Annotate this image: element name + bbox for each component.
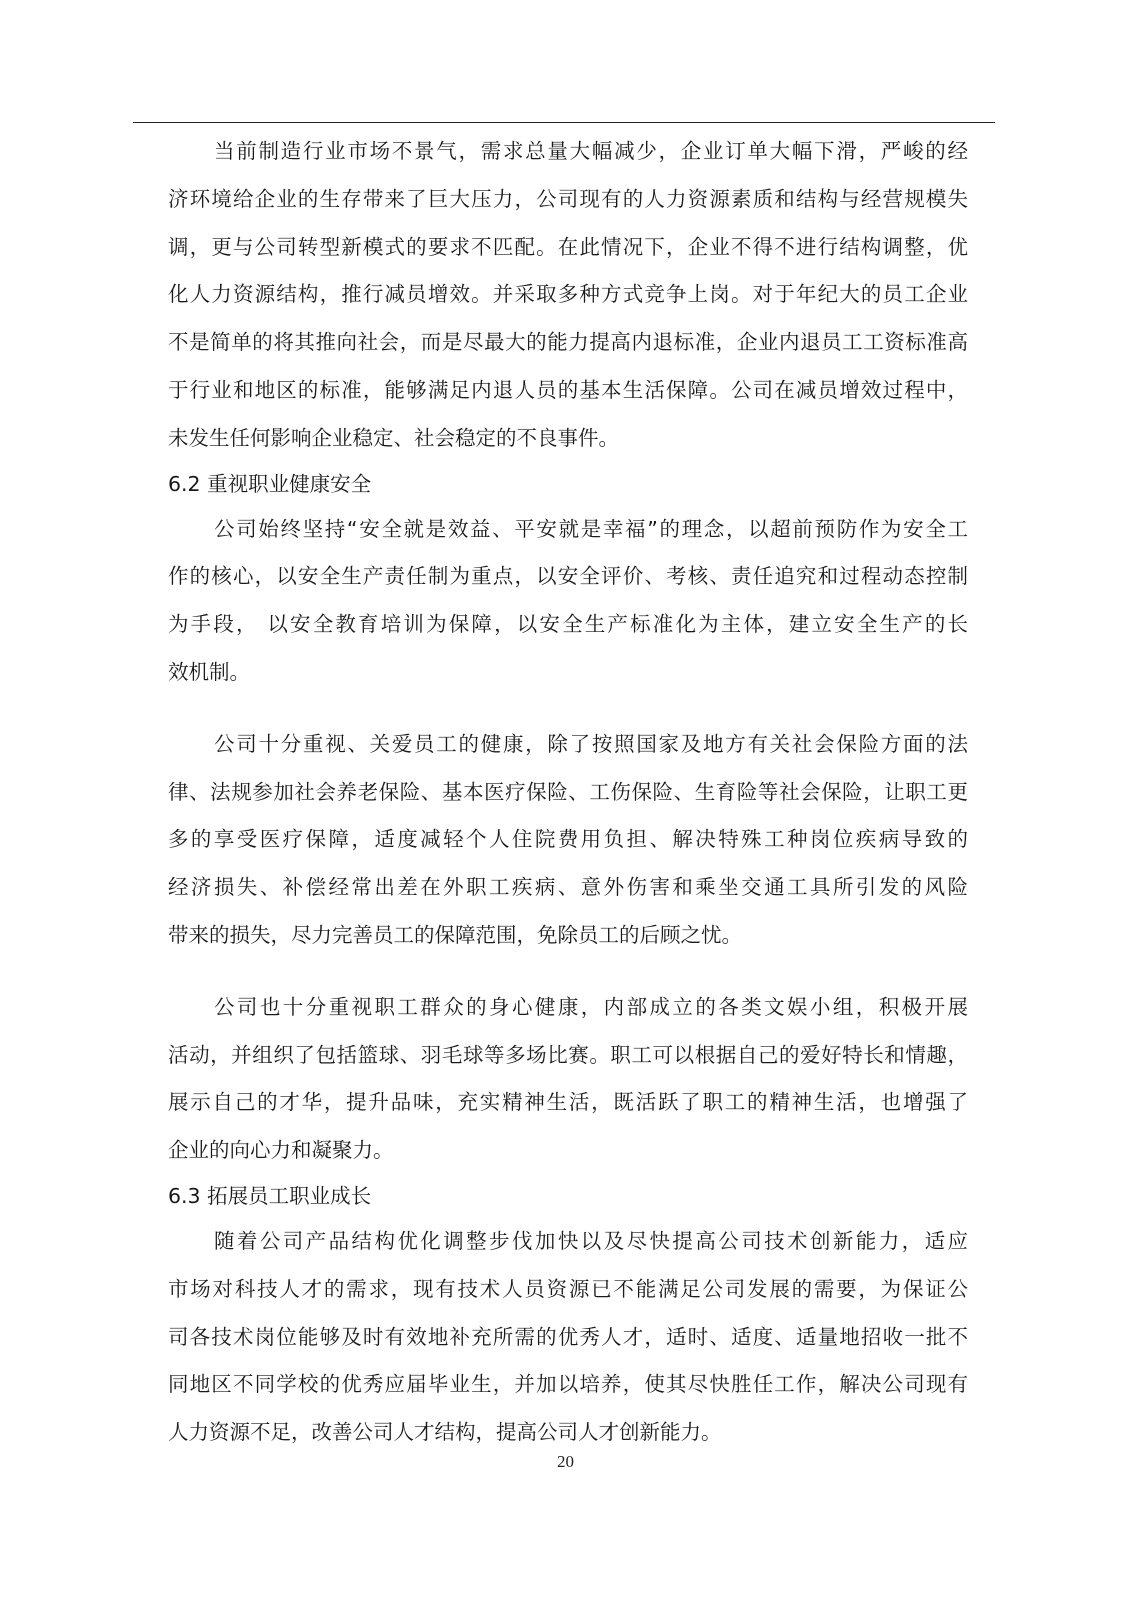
paragraph-workforce-restructuring [168,128,968,463]
text-line: 展示自己的才华，提升品味，充实精神生活，既活跃了职工的精神生活，也增强了 [168,1090,968,1115]
section-heading-6-2: 6.2 重视职业健康安全 [168,471,372,496]
text-line: 随着公司产品结构优化调整步伐加快以及尽快提高公司技术创新能力，适应 [214,1228,968,1253]
text-line: 同地区不同学校的优秀应届毕业生，并加以培养，使其尽快胜任工作，解决公司现有 [168,1372,968,1397]
text-line: 市场对科技人才的需求，现有技术人员资源已不能满足公司发展的需要，为保证公 [168,1276,968,1301]
text-line: 律、法规参加社会养老保险、基本医疗保险、工伤保险、生育险等社会保险，让职工更 [168,779,968,804]
section-heading-6-3: 6.3 拓展员工职业成长 [168,1183,372,1208]
text-line: 调，更与公司转型新模式的要求不匹配。在此情况下，企业不得不进行结构调整，优 [168,234,968,259]
text-line: 公司始终坚持“安全就是效益、平安就是幸福”的理念，以超前预防作为安全工 [214,516,968,541]
paragraph-safety-philosophy [168,506,968,697]
text-line: 济环境给企业的生存带来了巨大压力，公司现有的人力资源素质和结构与经营规模失 [168,186,968,211]
text-line: 当前制造行业市场不景气，需求总量大幅减少，企业订单大幅下滑，严峻的经 [214,139,968,163]
text-line: 经济损失、补偿经常出差在外职工疾病、意外伤害和乘坐交通工具所引发的风险 [168,875,968,900]
paragraph-recreation-activities [168,984,968,1175]
text-line: 不是简单的将其推向社会，而是尽最大的能力提高内退标准，企业内退员工工资标准高 [168,330,968,355]
text-line: 人力资源不足，改善公司人才结构，提高公司人才创新能力。 [168,1420,722,1445]
paragraph-gap [168,960,968,984]
text-line: 为手段， 以安全教育培训为保障，以安全生产标准化为主体，建立安全生产的长 [168,612,968,637]
text-line: 带来的损失，尽力完善员工的保障范围，免除员工的后顾之忧。 [168,922,742,947]
text-line: 作的核心，以安全生产责任制为重点，以安全评价、考核、责任追究和过程动态控制 [168,564,968,589]
text-line: 多的享受医疗保障，适度减轻个人住院费用负担、解决特殊工种岗位疾病导致的 [168,827,968,852]
paragraph-gap [168,697,968,721]
header-rule [133,122,995,123]
text-line: 于行业和地区的标准，能够满足内退人员的基本生活保障。公司在减员增效过程中， [168,377,968,402]
text-line: 公司也十分重视职工群众的身心健康，内部成立的各类文娱小组，积极开展 [214,994,968,1019]
text-line: 效机制。 [168,659,250,684]
body-content [168,128,968,1457]
paragraph-career-growth [168,1218,968,1457]
text-line: 化人力资源结构，推行减员增效。并采取多种方式竞争上岗。对于年纪大的员工企业 [168,282,968,307]
text-line: 企业的向心力和凝聚力。 [168,1138,394,1163]
paragraph-employee-health-insurance [168,721,968,960]
text-line: 未发生任何影响企业稳定、社会稳定的不良事件。 [168,425,619,450]
text-line: 司各技术岗位能够及时有效地补充所需的优秀人才，适时、适度、适量地招收一批不 [168,1324,968,1349]
text-line: 公司十分重视、关爱员工的健康，除了按照国家及地方有关社会保险方面的法 [214,731,968,756]
page-number: 20 [557,1452,574,1471]
text-line: 活动，并组织了包括篮球、羽毛球等多场比赛。职工可以根据自己的爱好特长和情趣， [168,1042,968,1067]
